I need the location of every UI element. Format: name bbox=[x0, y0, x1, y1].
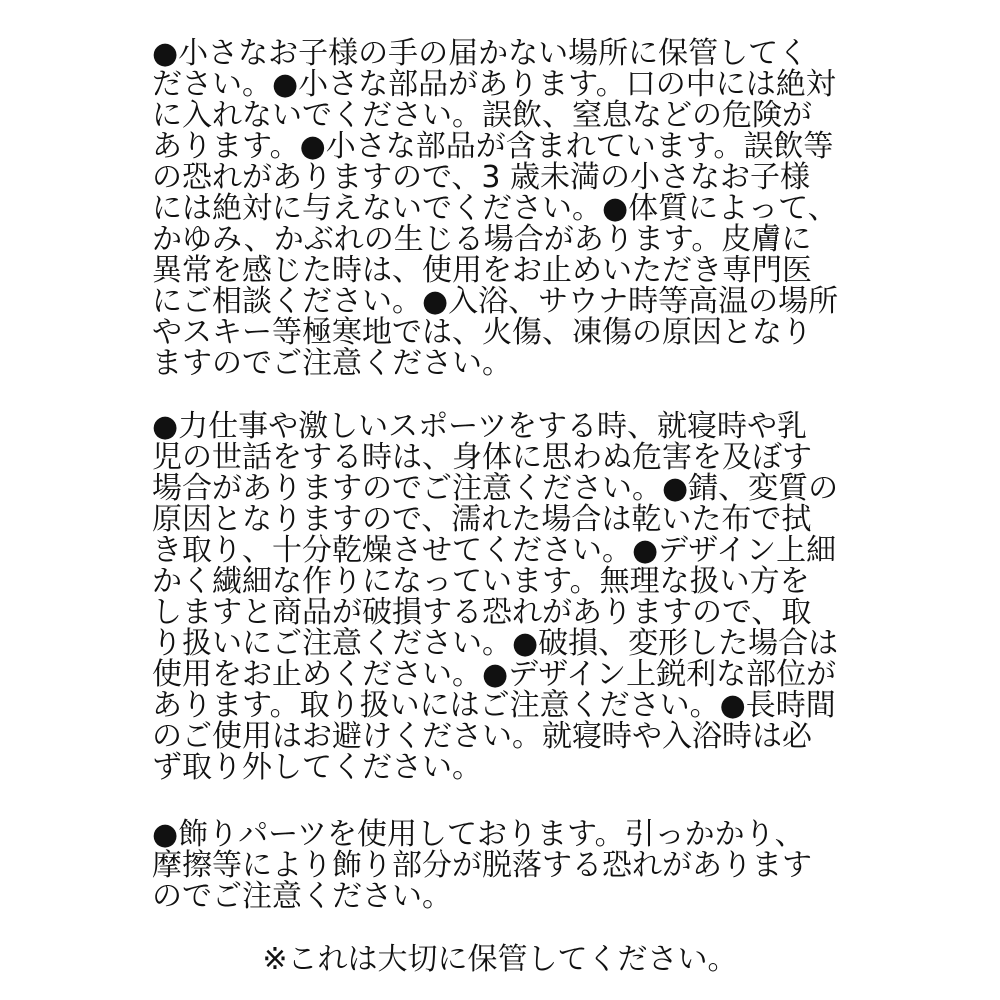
text-line: のご使用はお避けください。就寝時や入浴時は必 bbox=[152, 719, 812, 754]
paragraph-spacer bbox=[152, 783, 852, 819]
text-line: かく繊細な作りになっています。無理な扱い方を bbox=[152, 564, 810, 599]
text-line: 児の世話をする時は、身体に思わぬ危害を及ぼす bbox=[152, 440, 812, 475]
paragraph-spacer bbox=[152, 379, 852, 411]
text-line: あります。●小さな部品が含まれています。誤飲等 bbox=[152, 129, 834, 164]
text-line: かゆみ、かぶれの生じる場合があります。皮膚に bbox=[152, 222, 812, 257]
text-line: あります。取り扱いにはご注意ください。●長時間 bbox=[152, 688, 836, 723]
text-line: のでご注意ください。 bbox=[152, 879, 452, 914]
text-line: にご相談ください。●入浴、サウナ時等高温の場所 bbox=[152, 284, 839, 319]
text-line: には絶対に与えないでください。●体質によって、 bbox=[152, 191, 838, 226]
text-line: 場合がありますのでご注意ください。●錆、変質の bbox=[152, 471, 839, 506]
caution-paragraph-2 bbox=[152, 411, 852, 783]
text-line: しますと商品が破損する恐れがありますので、取 bbox=[152, 595, 812, 630]
text-line: ず取り外してください。 bbox=[152, 750, 482, 785]
text-line: 使用をお止めください。●デザイン上鋭利な部位が bbox=[152, 657, 837, 692]
text-line: ●力仕事や激しいスポーツをする時、就寝時や乳 bbox=[152, 409, 807, 444]
text-line: やスキー等極寒地では、火傷、凍傷の原因となり bbox=[152, 315, 812, 350]
text-line: 摩擦等により飾り部分が脱落する恐れがあります bbox=[152, 848, 812, 883]
text-line: に入れないでください。誤飲、窒息などの危険が bbox=[152, 98, 812, 133]
text-line: の恐れがありますので、3 歳未満の小さなお子様 bbox=[152, 160, 811, 195]
text-line: ますのでご注意ください。 bbox=[152, 346, 512, 381]
text-line: ●飾りパーツを使用しております。引っかかり、 bbox=[152, 817, 805, 852]
text-line: り扱いにご注意ください。●破損、変形した場合は bbox=[152, 626, 839, 661]
caution-paragraph-1 bbox=[152, 38, 852, 379]
text-line: き取り、十分乾燥させてください。●デザイン上細 bbox=[152, 533, 837, 568]
storage-footnote: ※これは大切に保管してください。 bbox=[262, 942, 738, 977]
text-line: 原因となりますので、濡れた場合は乾いた布で拭 bbox=[152, 502, 812, 537]
caution-text-block bbox=[152, 38, 852, 912]
text-line: 異常を感じた時は、使用をお止めいただき専門医 bbox=[152, 253, 812, 288]
text-line: ●小さなお子様の手の届かない場所に保管してく bbox=[152, 36, 809, 71]
caution-paragraph-3 bbox=[152, 819, 852, 912]
text-line: ださい。●小さな部品があります。口の中には絶対 bbox=[152, 67, 836, 102]
